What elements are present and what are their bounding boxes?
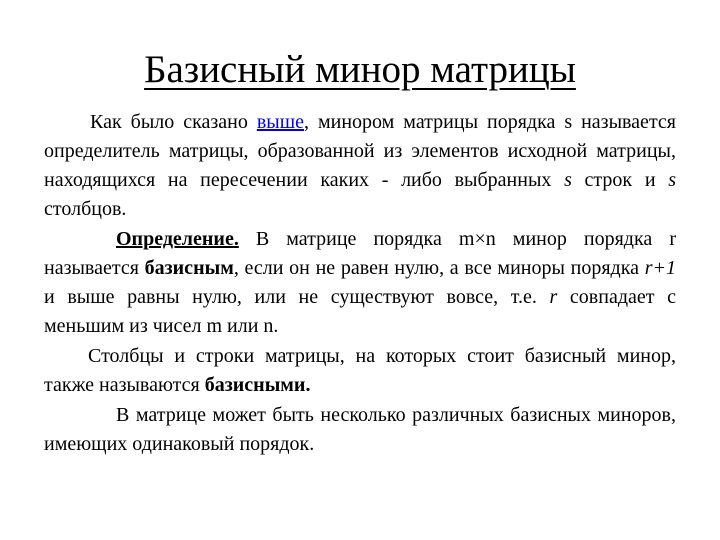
definition-text-4: совпадает с меньшим из чисел m или n.: [44, 286, 676, 337]
intro-var-s-2: s: [668, 169, 676, 191]
intro-var-s-1: s: [564, 169, 572, 191]
slide-body: [44, 108, 676, 459]
multiple-minors-text: В матрице может быть несколько различных базисных миноров, имеющих одинаковый порядок.: [44, 404, 676, 455]
definition-text-2: , если он не равен нулю, а все миноры порядка: [233, 257, 645, 279]
intro-text-2: , минором матрицы порядка s называется определитель матрицы, образованной из элементов исходной матрицы, находящихся на пересечении каких - либо выбранных: [44, 111, 676, 191]
link-above[interactable]: выше: [256, 111, 305, 133]
paragraph-definition: [44, 225, 676, 341]
intro-text-4: столбцов.: [44, 198, 127, 220]
definition-bold-basis: базисным: [144, 257, 234, 279]
definition-text-1: В матрице порядка m×n минор порядка r называется: [44, 228, 676, 279]
definition-var-r: r: [549, 286, 558, 308]
paragraph-basis-rows-columns: [44, 342, 676, 400]
intro-text-3: строк и: [571, 169, 669, 191]
definition-text-3: и выше равны нулю, или не существуют вовсе, т.е.: [44, 286, 550, 308]
slide-title: Базисный минор матрицы: [144, 48, 576, 91]
paragraph-multiple-minors: [44, 401, 676, 459]
intro-text-1: Как было сказано: [90, 111, 257, 133]
paragraph-intro: [44, 108, 676, 224]
definition-label: Определение.: [116, 228, 239, 250]
basis-rows-text-1: Столбцы и строки матрицы, на которых стоит базисный минор, также называются: [44, 345, 676, 396]
definition-var-r-plus-1: r+1: [644, 257, 676, 279]
basis-rows-bold: базисными.: [204, 374, 311, 396]
